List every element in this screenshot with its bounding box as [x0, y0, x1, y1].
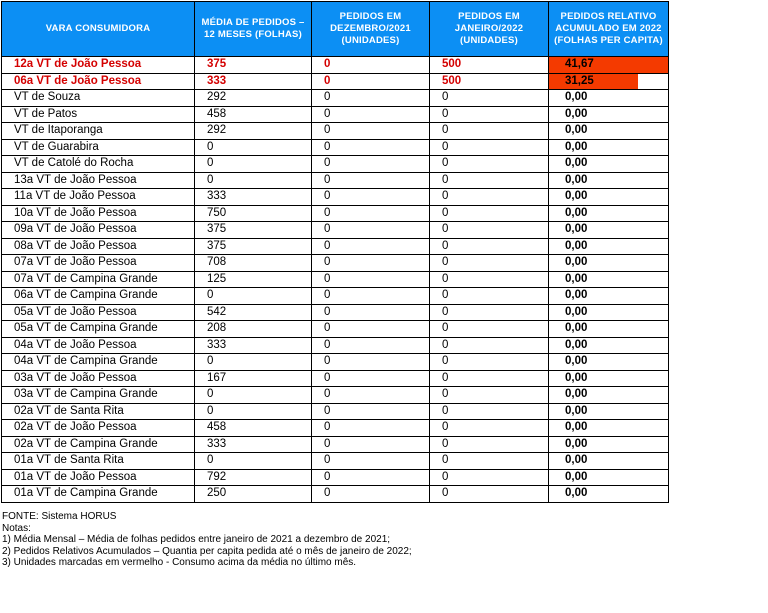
dezembro-cell: 0 [312, 172, 430, 189]
acumulado-cell [549, 255, 669, 272]
janeiro-cell: 0 [430, 172, 549, 189]
dezembro-cell: 0 [312, 123, 430, 140]
acumulado-value: 0,00 [565, 91, 588, 104]
table-row [2, 321, 669, 338]
vara-cell: 05a VT de João Pessoa [2, 304, 195, 321]
media-cell: 458 [195, 420, 312, 437]
media-cell: 292 [195, 90, 312, 107]
table-row [2, 57, 669, 74]
dezembro-cell: 0 [312, 73, 430, 90]
acumulado-cell [549, 453, 669, 470]
acumulado-cell [549, 73, 669, 90]
table-row [2, 453, 669, 470]
media-cell: 0 [195, 354, 312, 371]
media-cell: 208 [195, 321, 312, 338]
dezembro-cell: 0 [312, 486, 430, 503]
acumulado-cell [549, 189, 669, 206]
dezembro-cell: 0 [312, 354, 430, 371]
janeiro-cell: 0 [430, 90, 549, 107]
janeiro-cell: 0 [430, 453, 549, 470]
table-row [2, 156, 669, 173]
media-cell: 0 [195, 453, 312, 470]
vara-cell: 07a VT de João Pessoa [2, 255, 195, 272]
janeiro-cell: 0 [430, 222, 549, 239]
janeiro-cell: 0 [430, 387, 549, 404]
vara-cell: 03a VT de Campina Grande [2, 387, 195, 404]
janeiro-cell: 0 [430, 205, 549, 222]
dezembro-cell: 0 [312, 139, 430, 156]
note-2: 2) Pedidos Relativos Acumulados – Quantia per capita pedida até o mês de janeiro de 2022; [2, 545, 412, 557]
dezembro-cell: 0 [312, 57, 430, 74]
acumulado-cell [549, 403, 669, 420]
acumulado-value: 0,00 [565, 157, 588, 170]
acumulado-cell [549, 370, 669, 387]
acumulado-value: 0,00 [565, 338, 588, 351]
vara-cell: VT de Souza [2, 90, 195, 107]
janeiro-cell: 0 [430, 189, 549, 206]
acumulado-value: 0,00 [565, 223, 588, 236]
media-cell: 458 [195, 106, 312, 123]
janeiro-cell: 0 [430, 403, 549, 420]
acumulado-value: 0,00 [565, 305, 588, 318]
table-row [2, 73, 669, 90]
media-cell: 375 [195, 222, 312, 239]
media-cell: 0 [195, 288, 312, 305]
janeiro-cell: 0 [430, 139, 549, 156]
janeiro-cell: 0 [430, 255, 549, 272]
vara-cell: 01a VT de Santa Rita [2, 453, 195, 470]
table-row [2, 337, 669, 354]
acumulado-cell [549, 205, 669, 222]
vara-cell: 11a VT de João Pessoa [2, 189, 195, 206]
header-vara: VARA CONSUMIDORA [2, 2, 195, 57]
vara-cell: 02a VT de Campina Grande [2, 436, 195, 453]
acumulado-value: 41,67 [565, 58, 594, 71]
janeiro-cell: 0 [430, 486, 549, 503]
dezembro-cell: 0 [312, 420, 430, 437]
source-note: FONTE: Sistema HORUS [2, 511, 117, 522]
acumulado-cell [549, 90, 669, 107]
vara-cell: 07a VT de Campina Grande [2, 271, 195, 288]
acumulado-cell [549, 57, 669, 74]
janeiro-cell: 0 [430, 469, 549, 486]
dezembro-cell: 0 [312, 238, 430, 255]
vara-cell: VT de Catolé do Rocha [2, 156, 195, 173]
table-row [2, 288, 669, 305]
dezembro-cell: 0 [312, 189, 430, 206]
dezembro-cell: 0 [312, 321, 430, 338]
table-row [2, 222, 669, 239]
table-row [2, 139, 669, 156]
header-acumulado: PEDIDOS RELATIVO ACUMULADO EM 2022 (FOLHAS PER CAPITA) [549, 2, 669, 57]
table-body [2, 57, 669, 503]
acumulado-value: 0,00 [565, 107, 588, 120]
janeiro-cell: 0 [430, 321, 549, 338]
media-cell: 0 [195, 139, 312, 156]
header-media: MÉDIA DE PEDIDOS – 12 MESES (FOLHAS) [195, 2, 312, 57]
media-cell: 0 [195, 387, 312, 404]
acumulado-value: 0,00 [565, 437, 588, 450]
dezembro-cell: 0 [312, 370, 430, 387]
media-cell: 0 [195, 403, 312, 420]
acumulado-value: 0,00 [565, 239, 588, 252]
table-row [2, 403, 669, 420]
dezembro-cell: 0 [312, 403, 430, 420]
acumulado-value: 0,00 [565, 355, 588, 368]
janeiro-cell: 0 [430, 238, 549, 255]
dezembro-cell: 0 [312, 387, 430, 404]
acumulado-value: 0,00 [565, 190, 588, 203]
vara-cell: 04a VT de Campina Grande [2, 354, 195, 371]
acumulado-cell [549, 222, 669, 239]
acumulado-cell [549, 172, 669, 189]
table-row [2, 370, 669, 387]
acumulado-value: 0,00 [565, 173, 588, 186]
acumulado-value: 31,25 [565, 74, 594, 87]
vara-cell: 03a VT de João Pessoa [2, 370, 195, 387]
vara-cell: 09a VT de João Pessoa [2, 222, 195, 239]
acumulado-value: 0,00 [565, 140, 588, 153]
acumulado-cell [549, 387, 669, 404]
vara-cell: 10a VT de João Pessoa [2, 205, 195, 222]
acumulado-cell [549, 106, 669, 123]
media-cell: 250 [195, 486, 312, 503]
media-cell: 333 [195, 436, 312, 453]
dezembro-cell: 0 [312, 255, 430, 272]
janeiro-cell: 0 [430, 337, 549, 354]
acumulado-cell [549, 139, 669, 156]
media-cell: 708 [195, 255, 312, 272]
acumulado-cell [549, 288, 669, 305]
acumulado-cell [549, 238, 669, 255]
acumulado-value: 0,00 [565, 454, 588, 467]
dezembro-cell: 0 [312, 106, 430, 123]
dezembro-cell: 0 [312, 222, 430, 239]
acumulado-value: 0,00 [565, 371, 588, 384]
notes-block [2, 511, 412, 569]
acumulado-cell [549, 354, 669, 371]
vara-cell: VT de Guarabira [2, 139, 195, 156]
janeiro-cell: 0 [430, 106, 549, 123]
vara-cell: 04a VT de João Pessoa [2, 337, 195, 354]
janeiro-cell: 0 [430, 288, 549, 305]
table-row [2, 205, 669, 222]
dezembro-cell: 0 [312, 337, 430, 354]
vara-cell: 12a VT de João Pessoa [2, 57, 195, 74]
acumulado-cell [549, 321, 669, 338]
acumulado-cell [549, 156, 669, 173]
table-row [2, 304, 669, 321]
acumulado-value: 0,00 [565, 272, 588, 285]
acumulado-cell [549, 271, 669, 288]
header-dezembro: PEDIDOS EM DEZEMBRO/2021 (UNIDADES) [312, 2, 430, 57]
table-row [2, 420, 669, 437]
dezembro-cell: 0 [312, 436, 430, 453]
janeiro-cell: 0 [430, 271, 549, 288]
table-row [2, 238, 669, 255]
table-row [2, 123, 669, 140]
dezembro-cell: 0 [312, 469, 430, 486]
janeiro-cell: 500 [430, 57, 549, 74]
consumption-table [1, 1, 669, 503]
janeiro-cell: 0 [430, 123, 549, 140]
media-cell: 0 [195, 172, 312, 189]
acumulado-cell [549, 469, 669, 486]
janeiro-cell: 0 [430, 370, 549, 387]
vara-cell: 02a VT de Santa Rita [2, 403, 195, 420]
vara-cell: VT de Itaporanga [2, 123, 195, 140]
dezembro-cell: 0 [312, 90, 430, 107]
acumulado-value: 0,00 [565, 487, 588, 500]
table-row [2, 189, 669, 206]
table-row [2, 387, 669, 404]
vara-cell: 08a VT de João Pessoa [2, 238, 195, 255]
acumulado-value: 0,00 [565, 404, 588, 417]
vara-cell: 01a VT de Campina Grande [2, 486, 195, 503]
vara-cell: 01a VT de João Pessoa [2, 469, 195, 486]
acumulado-value: 0,00 [565, 388, 588, 401]
acumulado-value: 0,00 [565, 322, 588, 335]
table-row [2, 106, 669, 123]
table-row [2, 172, 669, 189]
acumulado-cell [549, 337, 669, 354]
media-cell: 542 [195, 304, 312, 321]
header-janeiro: PEDIDOS EM JANEIRO/2022 (UNIDADES) [430, 2, 549, 57]
dezembro-cell: 0 [312, 205, 430, 222]
vara-cell: 13a VT de João Pessoa [2, 172, 195, 189]
acumulado-cell [549, 486, 669, 503]
media-cell: 375 [195, 57, 312, 74]
acumulado-value: 0,00 [565, 256, 588, 269]
acumulado-value: 0,00 [565, 470, 588, 483]
dezembro-cell: 0 [312, 271, 430, 288]
media-cell: 167 [195, 370, 312, 387]
table-row [2, 354, 669, 371]
janeiro-cell: 0 [430, 420, 549, 437]
notes-title: Notas: [2, 522, 31, 534]
table-header-row [2, 2, 669, 57]
table-row [2, 271, 669, 288]
vara-cell: VT de Patos [2, 106, 195, 123]
acumulado-cell [549, 420, 669, 437]
janeiro-cell: 0 [430, 156, 549, 173]
acumulado-value: 0,00 [565, 421, 588, 434]
media-cell: 333 [195, 337, 312, 354]
dezembro-cell: 0 [312, 288, 430, 305]
vara-cell: 05a VT de Campina Grande [2, 321, 195, 338]
media-cell: 750 [195, 205, 312, 222]
acumulado-value: 0,00 [565, 289, 588, 302]
table-row [2, 255, 669, 272]
vara-cell: 02a VT de João Pessoa [2, 420, 195, 437]
janeiro-cell: 0 [430, 354, 549, 371]
dezembro-cell: 0 [312, 304, 430, 321]
table-row [2, 90, 669, 107]
janeiro-cell: 0 [430, 436, 549, 453]
table-row [2, 469, 669, 486]
table-row [2, 436, 669, 453]
janeiro-cell: 500 [430, 73, 549, 90]
media-cell: 0 [195, 156, 312, 173]
acumulado-value: 0,00 [565, 206, 588, 219]
note-3: 3) Unidades marcadas em vermelho - Consumo acima da média no último mês. [2, 557, 357, 569]
vara-cell: 06a VT de João Pessoa [2, 73, 195, 90]
media-cell: 333 [195, 189, 312, 206]
dezembro-cell: 0 [312, 156, 430, 173]
media-cell: 292 [195, 123, 312, 140]
acumulado-cell [549, 123, 669, 140]
media-cell: 375 [195, 238, 312, 255]
acumulado-cell [549, 304, 669, 321]
acumulado-value: 0,00 [565, 124, 588, 137]
note-1: 1) Média Mensal – Média de folhas pedidos entre janeiro de 2021 a dezembro de 2021; [2, 534, 391, 546]
media-cell: 792 [195, 469, 312, 486]
janeiro-cell: 0 [430, 304, 549, 321]
table-row [2, 486, 669, 503]
media-cell: 125 [195, 271, 312, 288]
media-cell: 333 [195, 73, 312, 90]
acumulado-cell [549, 436, 669, 453]
dezembro-cell: 0 [312, 453, 430, 470]
vara-cell: 06a VT de Campina Grande [2, 288, 195, 305]
